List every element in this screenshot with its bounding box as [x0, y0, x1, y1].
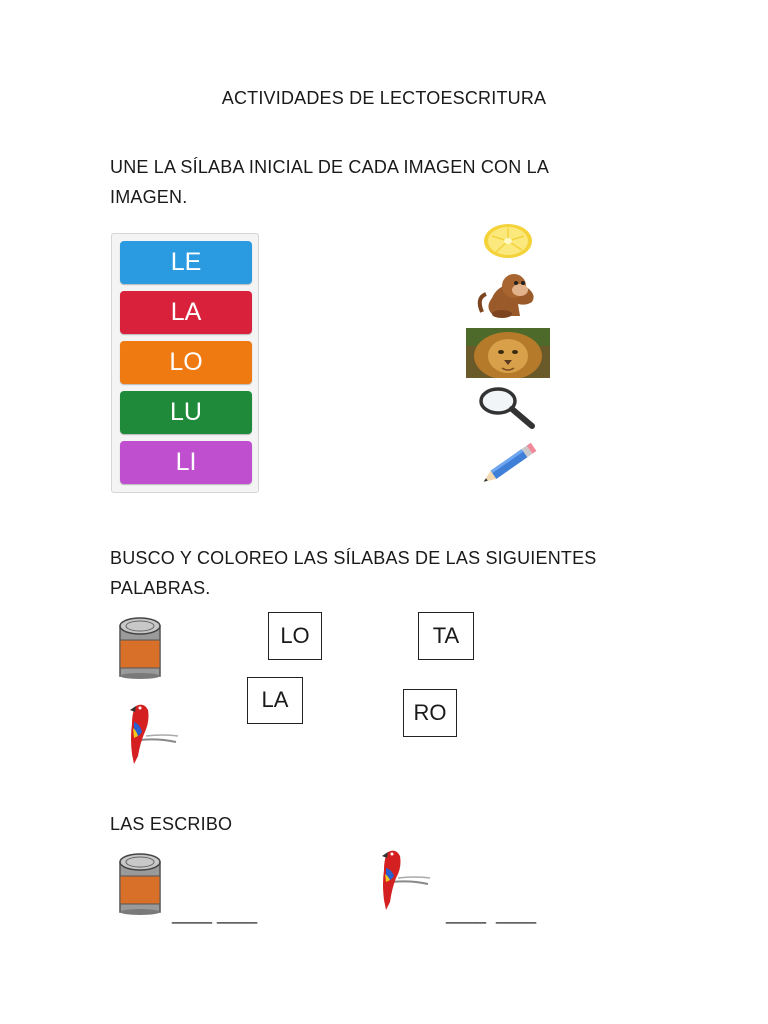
lion-icon: [466, 328, 550, 378]
can-icon: [116, 850, 164, 916]
syllable-tile-le[interactable]: LE: [120, 241, 252, 284]
syllable-tile-lo[interactable]: LO: [120, 341, 252, 384]
instruction-join-syllables: UNE LA SÍLABA INICIAL DE CADA IMAGEN CON LA IMAGEN.: [110, 157, 549, 207]
parrot-icon: [372, 846, 432, 914]
pencil-icon: [476, 440, 542, 488]
parrot-icon: [120, 698, 180, 766]
answer-blank-parrot[interactable]: ____ ____: [446, 904, 537, 924]
monkey-icon: [474, 268, 544, 320]
instruction-find-syllables: BUSCO Y COLOREO LAS SÍLABAS DE LAS SIGUIENTES PALABRAS.: [110, 548, 597, 598]
syllable-box-la[interactable]: LA: [247, 677, 303, 724]
syllable-panel: [111, 233, 259, 493]
syllable-box-ro[interactable]: RO: [403, 689, 457, 737]
syllable-tile-lu[interactable]: LU: [120, 391, 252, 434]
syllable-tile-li[interactable]: LI: [120, 441, 252, 484]
heading-write: LAS ESCRIBO: [110, 814, 233, 834]
can-icon: [116, 614, 164, 680]
syllable-box-lo[interactable]: LO: [268, 612, 322, 660]
page-title: ACTIVIDADES DE LECTOESCRITURA: [221, 88, 547, 108]
answer-blank-can[interactable]: ____ ____: [172, 904, 258, 924]
lemon-icon: [480, 218, 540, 262]
magnifying-glass-icon: [476, 384, 540, 432]
syllable-box-ta[interactable]: TA: [418, 612, 474, 660]
syllable-tile-la[interactable]: LA: [120, 291, 252, 334]
